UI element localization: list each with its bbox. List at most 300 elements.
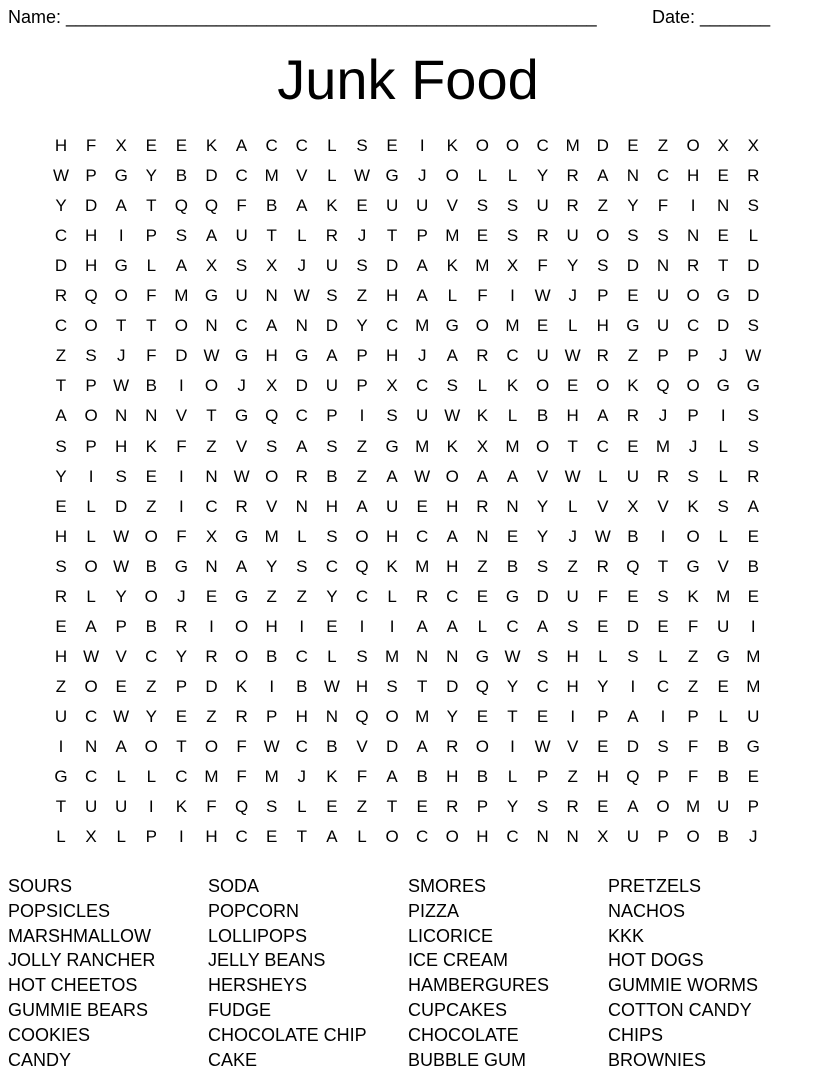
grid-letter: M	[264, 767, 279, 787]
grid-letter: C	[686, 316, 700, 336]
word-item: GUMMIE BEARS	[8, 999, 149, 1020]
grid-letter: B	[175, 166, 188, 186]
grid-letter: T	[567, 436, 578, 456]
grid-letter: S	[235, 256, 248, 276]
grid-letter: O	[144, 737, 158, 756]
grid-letter: G	[204, 286, 219, 306]
word-item: LOLLIPOPS	[208, 925, 308, 946]
grid-letter: X	[266, 256, 278, 276]
grid-letter: J	[749, 827, 758, 847]
grid-letter: A	[597, 166, 609, 186]
grid-letter: O	[84, 406, 98, 426]
grid-letter: N	[476, 526, 489, 546]
word-item: JOLLY RANCHER	[8, 950, 156, 971]
grid-letter: Z	[206, 436, 217, 456]
grid-letter: E	[386, 136, 398, 155]
grid-letter: L	[507, 767, 518, 787]
grid-letter: J	[417, 166, 427, 186]
grid-letter: V	[235, 436, 248, 456]
grid-letter: W	[414, 466, 431, 486]
word-item: SOURS	[8, 876, 73, 896]
grid-letter: Z	[356, 797, 368, 817]
grid-letter: G	[505, 586, 520, 606]
grid-letter: R	[54, 586, 68, 606]
grid-letter: E	[476, 586, 489, 606]
grid-letter: S	[386, 676, 398, 696]
grid-letter: Q	[265, 406, 279, 426]
grid-letter: Z	[356, 286, 368, 306]
grid-letter: Y	[55, 466, 67, 486]
grid-letter: O	[204, 737, 219, 756]
grid-letter: N	[566, 827, 579, 847]
grid-letter: S	[536, 556, 549, 576]
grid-letter: M	[385, 646, 400, 666]
grid-letter: H	[566, 646, 579, 666]
grid-letter: T	[146, 316, 157, 336]
grid-letter: Y	[567, 256, 579, 276]
grid-letter: N	[686, 226, 700, 246]
grid-letter: X	[205, 526, 218, 546]
grid-letter: P	[657, 767, 669, 787]
word-item: HERSHEYS	[208, 975, 308, 996]
word-item: FUDGE	[208, 999, 271, 1020]
grid-letter: O	[174, 316, 188, 336]
grid-letter: A	[235, 136, 248, 155]
grid-letter: L	[477, 376, 488, 396]
grid-letter: T	[146, 196, 157, 216]
grid-letter: O	[144, 586, 158, 606]
grid-letter: C	[355, 586, 369, 606]
grid-letter: C	[235, 166, 248, 186]
grid-letter: X	[386, 376, 398, 396]
grid-letter: U	[626, 466, 640, 486]
word-column	[8, 874, 208, 1072]
grid-letter: W	[323, 676, 340, 696]
grid-letter: O	[445, 166, 459, 186]
grid-letter: A	[446, 526, 458, 546]
grid-letter: T	[115, 316, 127, 336]
grid-letter: W	[233, 466, 250, 486]
word-item: CHOCOLATE CHIP	[208, 1024, 367, 1045]
grid-letter: M	[415, 316, 430, 336]
grid-letter: N	[506, 496, 519, 516]
grid-letter: L	[56, 827, 66, 847]
grid-letter: R	[476, 496, 489, 516]
grid-letter: R	[566, 196, 579, 216]
grid-letter: B	[717, 827, 729, 847]
grid-letter: T	[266, 226, 277, 246]
grid-letter: R	[566, 797, 579, 817]
grid-letter: G	[746, 376, 760, 396]
grid-letter: E	[747, 767, 759, 787]
grid-letter: S	[326, 526, 338, 546]
grid-letter: S	[356, 646, 368, 666]
grid-letter: F	[537, 256, 548, 276]
grid-letter: C	[506, 827, 519, 847]
grid-letter: V	[175, 406, 188, 426]
grid-letter: I	[630, 676, 636, 696]
grid-letter: I	[179, 827, 184, 847]
grid-letter: B	[266, 196, 278, 216]
grid-letter: M	[655, 436, 671, 456]
word-item: NACHOS	[608, 900, 686, 921]
grid-letter: O	[686, 136, 700, 155]
grid-letter: D	[626, 737, 640, 756]
grid-letter: U	[566, 586, 579, 606]
grid-letter: F	[176, 436, 187, 456]
word-item: COOKIES	[8, 1024, 91, 1045]
grid-letter: S	[175, 226, 188, 246]
grid-letter: M	[264, 166, 279, 186]
grid-letter: S	[567, 616, 579, 636]
grid-letter: S	[747, 406, 759, 426]
word-column	[608, 874, 808, 1072]
grid-letter: O	[445, 827, 459, 847]
grid-letter: Z	[567, 556, 578, 576]
grid-letter: R	[205, 646, 218, 666]
grid-letter: Y	[506, 676, 519, 696]
grid-letter: B	[747, 556, 759, 576]
grid-letter: S	[627, 646, 639, 666]
grid-letter: G	[234, 586, 249, 606]
grid-letter: J	[237, 376, 246, 396]
grid-letter: S	[55, 436, 67, 456]
grid-letter: I	[179, 466, 184, 486]
grid-letter: L	[297, 226, 307, 246]
grid-letter: K	[326, 196, 338, 216]
grid-letter: N	[416, 646, 429, 666]
grid-letter: D	[596, 136, 609, 155]
grid-letter: Z	[627, 346, 639, 366]
grid-letter: D	[626, 616, 640, 636]
grid-letter: P	[657, 346, 669, 366]
grid-letter: N	[205, 466, 218, 486]
grid-letter: F	[146, 286, 157, 306]
grid-letter: O	[475, 136, 489, 155]
grid-letter: L	[116, 827, 126, 847]
grid-letter: L	[748, 226, 759, 246]
grid-letter: S	[356, 136, 368, 155]
grid-letter: Q	[174, 196, 188, 216]
grid-letter: B	[326, 737, 338, 756]
grid-letter: O	[84, 676, 98, 696]
grid-letter: E	[627, 136, 639, 155]
grid-letter: L	[567, 316, 578, 336]
grid-letter: L	[447, 286, 458, 306]
grid-letter: T	[416, 676, 428, 696]
grid-letter: E	[476, 226, 489, 246]
grid-letter: H	[566, 676, 579, 696]
grid-letter: V	[536, 466, 549, 486]
grid-letter: Q	[656, 376, 670, 396]
grid-letter: T	[55, 376, 67, 396]
grid-letter: U	[626, 827, 640, 847]
grid-letter: Y	[145, 166, 157, 186]
grid-letter: D	[747, 286, 760, 306]
grid-letter: N	[205, 316, 218, 336]
grid-letter: U	[747, 706, 760, 726]
grid-letter: Z	[55, 676, 67, 696]
grid-letter: R	[416, 586, 429, 606]
grid-letter: E	[597, 737, 609, 756]
grid-letter: L	[507, 166, 518, 186]
grid-letter: A	[506, 466, 519, 486]
grid-letter: I	[299, 616, 305, 636]
grid-letter: H	[265, 346, 278, 366]
grid-letter: O	[686, 286, 700, 306]
grid-letter: J	[718, 346, 728, 366]
grid-letter: M	[686, 797, 701, 817]
grid-letter: Z	[206, 706, 217, 726]
grid-letter: A	[476, 466, 489, 486]
grid-letter: L	[86, 586, 96, 606]
grid-letter: N	[205, 556, 218, 576]
grid-letter: H	[446, 556, 459, 576]
grid-letter: E	[416, 797, 428, 817]
grid-letter: U	[385, 496, 399, 516]
grid-letter: Y	[536, 526, 549, 546]
grid-letter: U	[566, 226, 579, 246]
grid-letter: P	[356, 376, 368, 396]
grid-letter: S	[506, 226, 519, 246]
grid-letter: N	[446, 646, 459, 666]
grid-letter: K	[446, 436, 458, 456]
grid-letter: C	[265, 136, 278, 155]
grid-letter: N	[717, 196, 730, 216]
grid-letter: G	[114, 166, 128, 186]
grid-letter: G	[295, 346, 309, 366]
grid-letter: H	[446, 496, 459, 516]
grid-letter: W	[293, 286, 310, 306]
grid-letter: R	[476, 346, 489, 366]
grid-letter: P	[416, 226, 428, 246]
grid-letter: J	[417, 346, 427, 366]
grid-letter: E	[356, 196, 368, 216]
grid-letter: K	[205, 136, 218, 155]
grid-letter: L	[567, 496, 578, 516]
grid-letter: C	[656, 676, 670, 696]
grid-letter: S	[266, 797, 278, 817]
grid-letter: P	[356, 346, 368, 366]
grid-letter: N	[626, 166, 640, 186]
grid-letter: H	[446, 767, 459, 787]
grid-letter: A	[627, 706, 639, 726]
grid-letter: Q	[234, 797, 249, 817]
word-item: MARSHMALLOW	[8, 925, 152, 946]
grid-letter: I	[570, 706, 576, 726]
grid-letter: S	[597, 256, 609, 276]
grid-letter: C	[295, 406, 308, 426]
grid-letter: N	[295, 316, 308, 336]
grid-letter: C	[84, 706, 98, 726]
grid-letter: L	[507, 406, 518, 426]
grid-letter: D	[536, 586, 549, 606]
word-item: GUMMIE WORMS	[608, 975, 758, 996]
grid-letter: S	[55, 556, 67, 576]
grid-letter: C	[175, 767, 188, 787]
grid-letter: O	[144, 526, 158, 546]
grid-letter: A	[747, 496, 759, 516]
grid-letter: E	[597, 616, 609, 636]
grid-letter: N	[265, 286, 278, 306]
grid-letter: A	[205, 226, 218, 246]
grid-letter: I	[359, 406, 365, 426]
grid-letter: I	[419, 136, 425, 155]
grid-letter: B	[476, 767, 489, 787]
grid-letter: G	[54, 767, 68, 787]
grid-letter: E	[717, 226, 729, 246]
grid-letter: D	[115, 496, 128, 516]
grid-letter: W	[263, 737, 280, 756]
grid-letter: A	[296, 196, 308, 216]
grid-letter: C	[656, 166, 670, 186]
grid-letter: R	[747, 166, 760, 186]
grid-letter: C	[54, 226, 68, 246]
grid-letter: P	[657, 827, 669, 847]
grid-letter: K	[386, 556, 398, 576]
grid-letter: A	[416, 256, 428, 276]
grid-letter: H	[355, 676, 369, 696]
grid-letter: G	[385, 436, 399, 456]
grid-letter: G	[746, 737, 760, 756]
grid-letter: D	[385, 737, 399, 756]
grid-letter: M	[716, 586, 731, 606]
grid-letter: E	[416, 496, 428, 516]
grid-letter: S	[657, 737, 669, 756]
grid-letter: F	[657, 196, 669, 216]
grid-letter: Y	[536, 496, 549, 516]
grid-letter: Q	[475, 676, 489, 696]
grid-letter: F	[236, 737, 247, 756]
grid-letter: D	[295, 376, 308, 396]
grid-letter: E	[205, 586, 218, 606]
grid-letter: R	[626, 406, 640, 426]
grid-letter: O	[656, 797, 670, 817]
grid-letter: W	[745, 346, 762, 366]
grid-letter: U	[717, 616, 730, 636]
grid-letter: N	[325, 706, 339, 726]
grid-letter: G	[716, 646, 730, 666]
grid-letter: E	[476, 706, 489, 726]
grid-letter: G	[234, 526, 249, 546]
grid-letter: D	[54, 256, 68, 276]
grid-letter: A	[416, 737, 428, 756]
grid-letter: O	[686, 376, 700, 396]
grid-letter: T	[657, 556, 669, 576]
grid-letter: Y	[446, 706, 458, 726]
grid-letter: Y	[145, 706, 157, 726]
grid-letter: A	[326, 827, 338, 847]
grid-letter: O	[535, 376, 550, 396]
grid-letter: I	[660, 706, 666, 726]
grid-letter: V	[115, 646, 127, 666]
grid-letter: V	[356, 737, 368, 756]
grid-letter: T	[717, 256, 729, 276]
grid-letter: L	[327, 166, 337, 186]
grid-letter: J	[568, 286, 577, 306]
grid-letter: X	[205, 256, 218, 276]
grid-letter: O	[385, 827, 399, 847]
grid-letter: X	[627, 496, 639, 516]
grid-letter: X	[597, 827, 609, 847]
grid-letter: D	[747, 256, 760, 276]
grid-letter: Y	[115, 586, 127, 606]
grid-letter: A	[386, 767, 398, 787]
grid-letter: W	[534, 286, 551, 306]
grid-letter: O	[84, 556, 98, 576]
grid-letter: C	[446, 586, 459, 606]
grid-letter: H	[295, 706, 308, 726]
grid-letter: E	[627, 286, 639, 306]
grid-letter: D	[84, 196, 98, 216]
grid-letter: I	[58, 737, 64, 756]
grid-letter: R	[175, 616, 188, 636]
grid-letter: M	[415, 556, 430, 576]
word-item: SMORES	[408, 876, 487, 896]
grid-letter: H	[476, 827, 489, 847]
grid-letter: C	[506, 616, 519, 636]
grid-letter: A	[446, 346, 458, 366]
grid-letter: X	[85, 827, 97, 847]
grid-letter: E	[506, 526, 519, 546]
grid-letter: N	[536, 827, 549, 847]
grid-letter: Z	[657, 136, 669, 155]
grid-letter: U	[536, 346, 549, 366]
grid-letter: J	[658, 406, 668, 426]
grid-letter: F	[85, 136, 97, 155]
grid-letter: L	[327, 136, 337, 155]
grid-letter: A	[266, 316, 278, 336]
grid-letter: N	[295, 496, 308, 516]
grid-letter: Z	[55, 346, 67, 366]
grid-letter: I	[359, 616, 365, 636]
grid-letter: O	[204, 376, 219, 396]
grid-letter: U	[416, 196, 429, 216]
grid-letter: H	[265, 616, 278, 636]
grid-letter: I	[660, 526, 666, 546]
grid-letter: E	[175, 706, 188, 726]
grid-letter: O	[84, 316, 98, 336]
word-item: CANDY	[8, 1049, 72, 1070]
grid-letter: O	[385, 706, 399, 726]
word-item: CHIPS	[608, 1024, 664, 1045]
grid-letter: Z	[356, 436, 368, 456]
grid-letter: R	[566, 166, 579, 186]
grid-letter: U	[717, 797, 730, 817]
grid-letter: U	[235, 226, 248, 246]
grid-letter: P	[145, 226, 157, 246]
grid-letter: H	[54, 526, 68, 546]
grid-letter: U	[656, 316, 670, 336]
grid-letter: B	[326, 466, 338, 486]
grid-letter: D	[205, 166, 218, 186]
grid-letter: B	[145, 616, 157, 636]
grid-letter: W	[534, 737, 551, 756]
grid-letter: T	[296, 827, 307, 847]
grid-letter: T	[386, 226, 398, 246]
grid-letter: S	[85, 346, 97, 366]
grid-letter: A	[536, 616, 549, 636]
grid-letter: M	[565, 136, 580, 155]
grid-letter: S	[446, 376, 458, 396]
grid-letter: V	[657, 496, 669, 516]
grid-letter: A	[416, 286, 428, 306]
grid-letter: S	[476, 196, 489, 216]
grid-letter: Z	[296, 586, 307, 606]
grid-letter: H	[385, 526, 399, 546]
grid-letter: T	[55, 797, 67, 817]
grid-letter: P	[687, 706, 699, 726]
